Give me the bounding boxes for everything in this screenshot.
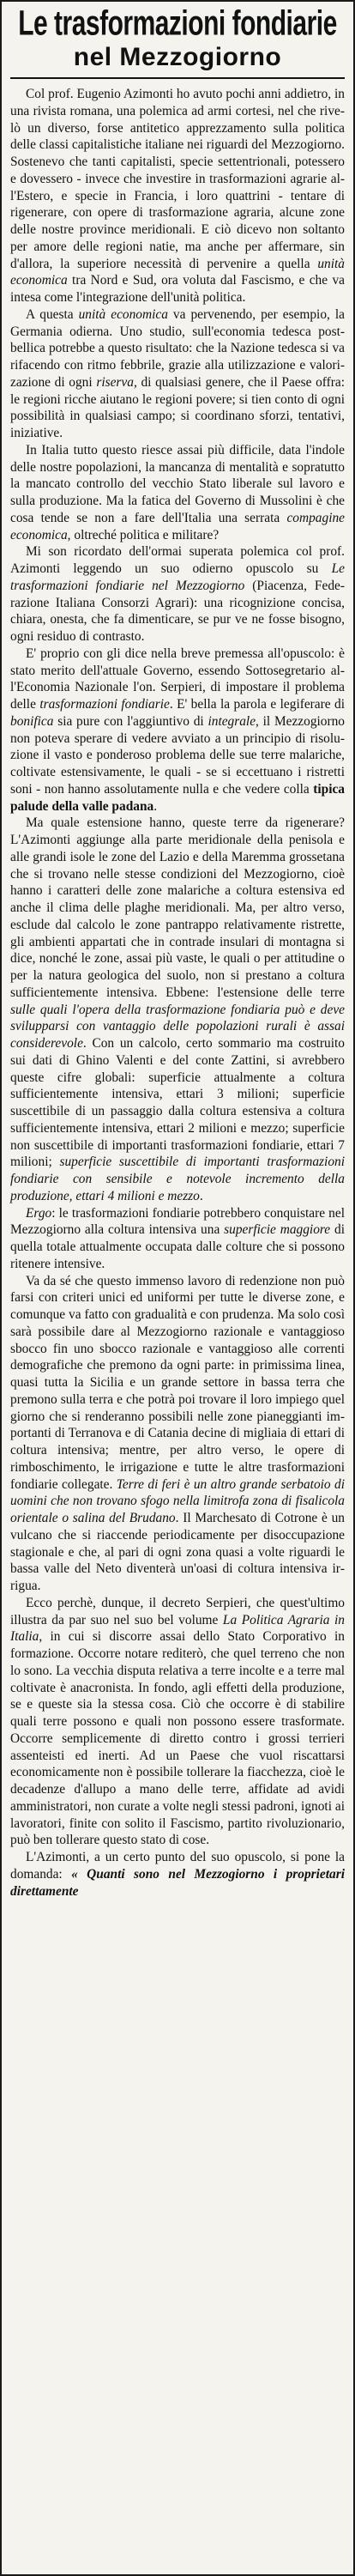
article-headline	[10, 4, 345, 71]
text-run: integrale	[208, 713, 256, 729]
text-run: Mi son ricordato dell'ormai superata polemica col prof. Azimonti leggendo un suo odierno opuscolo su	[10, 544, 345, 576]
text-run: , il Mezzogiorno non poteva sperare di vedere avviato a un principio di risoluzione il vasto e ponderoso problema delle sue terre malariche, coltivate estensivamente, le quali - se si eccettuano i ristretti soni - non hanno assolutamente nulla e che vedere colla	[10, 713, 345, 797]
text-run: di quella totale attualmente occupata dalle colture che si possono ritenere intensive.	[10, 1222, 345, 1271]
article-paragraph	[10, 1595, 345, 1849]
text-run: , di qualsiasi genere, che il Paese offra: le regioni ricche aiutano le regioni povere; si tien conto di ogni possibilità in qualsiasi campo; si coordinano sforzi, tentativi, iniziative.	[10, 374, 345, 440]
text-run: compagine economica	[10, 510, 345, 542]
text-run: riserva	[96, 374, 134, 390]
text-run: Ma quale estensione hanno, queste terre da rigenerare? L'Azimonti aggiunge alla parte meridionale della penisola e alle grandi isole le zone del Lazio e della Maremma grossetana che si trovano nelle stesse condizioni del Mezzogiorno, cioè hanno i caratteri delle zone malariche a coltura estensiva ed anche il clima delle plaghe meridionali. Ma, per altro verso, esclude dal calcolo le zone pantrappo relativamente ristrette, gli ambienti appartati che in contrade insulari di montagna si dice, nonché le zone, assai più vaste, le quali o per attitudine o per la natura geologica del suolo, non si prestano a coltura sufficientemente intensiva. Ebbene: l'estensione delle terre	[10, 815, 345, 1000]
text-run: Col prof. Eugenio Azimonti ho avuto pochi anni addietro, in una rivista romana, una polemica ad armi cortesi, nel che rivelò un diverso, forse antitetico apprezzamento sulla politica delle classi capitalistiche italiane nei riguardi del Mezzogiorno. Sostenevo che tanti capitalisti, specie settentrionali, potessero e dovessero - invece che investire in trasformazioni agrarie all'Estero, e specie in Francia, i loro quattrini - tentare di rigenerare, con opere di trasformazione agraria, alcune zone delle nostre province meridionali. E ciò dicevo non soltanto per amore delle regioni natie, ma anche per affermare, sin d'allora, la superiore necessità di pervenire a quella	[10, 87, 345, 271]
headline-line-1: Le trasformazioni fondiarie	[18, 4, 337, 43]
text-run: Terre di feri è un altro grande serbatoio di uomini che non trovano sfogo nella limitrofa zona di fisalicola orientale o salina del Brudano	[10, 1476, 345, 1525]
text-run: L'Azimonti, a un certo punto del suo opuscolo, si pone la domanda:	[10, 1850, 345, 1882]
text-run: superficie suscettibile di importanti trasformazioni fondiarie con sensibile e notevole incremento della produzione, ettari 4 milioni e mezzo	[10, 1155, 345, 1203]
text-run: Ergo	[26, 1205, 52, 1221]
text-run: (Piacenza, Federazione Italiana Consorzi Agrari): una ricognizione concisa, chiara, onesta, che fa dimenticare, se pur ve ne fosse bisogno, ogni residuo di contrasto.	[10, 578, 345, 644]
article-paragraph	[10, 86, 345, 306]
article-body	[10, 86, 345, 1900]
article-paragraph	[10, 1849, 345, 1900]
text-run: unità economica	[78, 306, 168, 322]
headline-line-2: nel Mezzogiorno	[73, 43, 282, 71]
text-run: , in cui si discorre assai dello Stato Corporativo in formazione. Occorre notare rediterò, che quel terreno che non lo sono. La vecchia disputa relativa a terre incolte e a terre mal coltivate è anacronista. In fondo, agli effetti della produzione, se e queste sia la stessa cosa. Ciò che occorre è di stabilire quali terre possono e quali non possono essere trasformate. Occorre semplicemente di diretto contro i grossi terrieri assenteisti ed inerti. Ad un Paese che vuol riscattarsi economicamente non è possibile tollerare la fiacchezza, cioè le decadenze d'allupo a mano delle terre, affidate ad avidi amministratori, non curate a volte negli stessi padroni, ignoti ai lavoratori, finite con solito il Fascismo, partito rivoluzionario, può ben tollerare questo stato di cose.	[10, 1629, 345, 1848]
article-paragraph	[10, 646, 345, 815]
text-run: tra Nord e Sud, ora voluta dal Fascismo, e che va intesa come l'integrazione dell'unità politica.	[10, 273, 345, 305]
text-run: sia pure con l'aggiuntivo di	[53, 713, 208, 729]
article-paragraph	[10, 306, 345, 442]
text-run: bonifica	[10, 713, 54, 729]
text-run: superficie maggiore	[224, 1222, 331, 1238]
text-run: .	[153, 798, 158, 814]
text-run: A questa	[26, 306, 79, 322]
text-run: Le trasformazioni fondiarie nel Mezzogiorno	[10, 561, 345, 593]
text-run: . Con un calcolo, certo sommario ma costruito sui dati di Ghino Valenti e del conte Zattini, si avrebbero queste cifre globali: superficie attualmente a coltura sufficientemente intensiva, ettari 3 milioni; superficie suscettibile di un passaggio dalla coltura estensiva a coltura sufficientemente intensiva, ettari 2 milioni e mezzo; superficie non suscettibile di importanti trasformazioni fondiarie, ettari 7 milioni;	[10, 1036, 345, 1170]
text-run: E' proprio con gli dice nella breve premessa all'opuscolo: è stato merito dell'attuale Governo, essendo Sottosegretario all'Economia Nazionale l'on. Serpieri, di impostare il problema delle	[10, 646, 345, 712]
article-paragraph	[10, 815, 345, 1204]
text-run: Ecco perchè, dunque, il decreto Serpieri, che quest'ultimo illustra da par suo nel suo bel volume	[10, 1595, 345, 1627]
text-run: Va da sé che questo immenso lavoro di redenzione non può farsi con criteri unici ed uniformi per tutte le diverse zone, e comunque va fatto con gradualità e con prudenza. Ma solo così sarà possibile dare al Mezzogiorno razionale e vantaggioso sbocco fin uno sbocco razionale e vantaggioso alle correnti demografiche che premono da ogni parte: in primissima linea, quasi tutta la Sicilia e un grande settore in bassa terra che premono sulla terra e che potrà poi trovare il loro impiego quel giorno che si renderanno possibili nelle zone pianeggianti importanti di Terranova e di Catania decine di migliaia di ettari di coltura intensiva; mentre, per altro verso, le opere di rimboschimento, le irrigazione e tutte le altre trasformazioni fondiarie collegate.	[10, 1273, 345, 1492]
text-run: va pervenendo, per esempio, la Germania odierna. Uno studio, sull'economia tedesca post-bellica potrebbe a questo risultato: che la Nazione tedesca si va rifacendo con ritmo febbrile, grazie alla utilizzazione e valorizazione di ogni	[10, 306, 345, 390]
text-run: trasformazioni fondiarie	[39, 697, 170, 712]
article-paragraph	[10, 543, 345, 646]
text-run: .	[199, 1188, 203, 1203]
text-run: unità economica	[10, 256, 345, 288]
text-run: tipica palude della valle padana	[10, 781, 345, 814]
article-paragraph	[10, 442, 345, 544]
text-run: . E' bella la parola e legiferare di	[169, 697, 345, 712]
headline-rule	[10, 77, 345, 79]
article-paragraph	[10, 1273, 345, 1595]
text-run: . Il Marchesato di Cotrone è un vulcano che si riaccende periodicamente per disoccupazione stagionale e che, al pari di ogni zona quasi a volte riguardi le bassa valle del Neto diventerà un'oasi di coltura intensiva irrigua.	[10, 1511, 345, 1593]
text-run: , oltreché politica e militare?	[67, 527, 220, 542]
text-run: sulle quali l'opera della trasformazione fondiaria può e deve svilupparsi con vantaggio delle popolazioni rurali è assai considerevole	[10, 1002, 345, 1051]
text-run: In Italia tutto questo riesce assai più difficile, data l'indole delle nostre popolazioni, la mancanza di mentalità e sopratutto la mancato controllo del vecchio Stato liberale sul lavoro e sulla produzione. Ma la fatica del Governo di Mussolini è che cosa tende se non a fare dell'Italia una serrata	[10, 442, 345, 525]
text-run: La Politica Agraria in Italia	[10, 1612, 345, 1645]
text-run: : le trasformazioni fondiarie potrebbero conquistare nel Mezzogiorno alla coltura intensiva una	[10, 1205, 345, 1238]
text-run: « Quanti sono nel Mezzogiorno i proprietari direttamente	[10, 1866, 346, 1899]
article-paragraph	[10, 1205, 345, 1273]
